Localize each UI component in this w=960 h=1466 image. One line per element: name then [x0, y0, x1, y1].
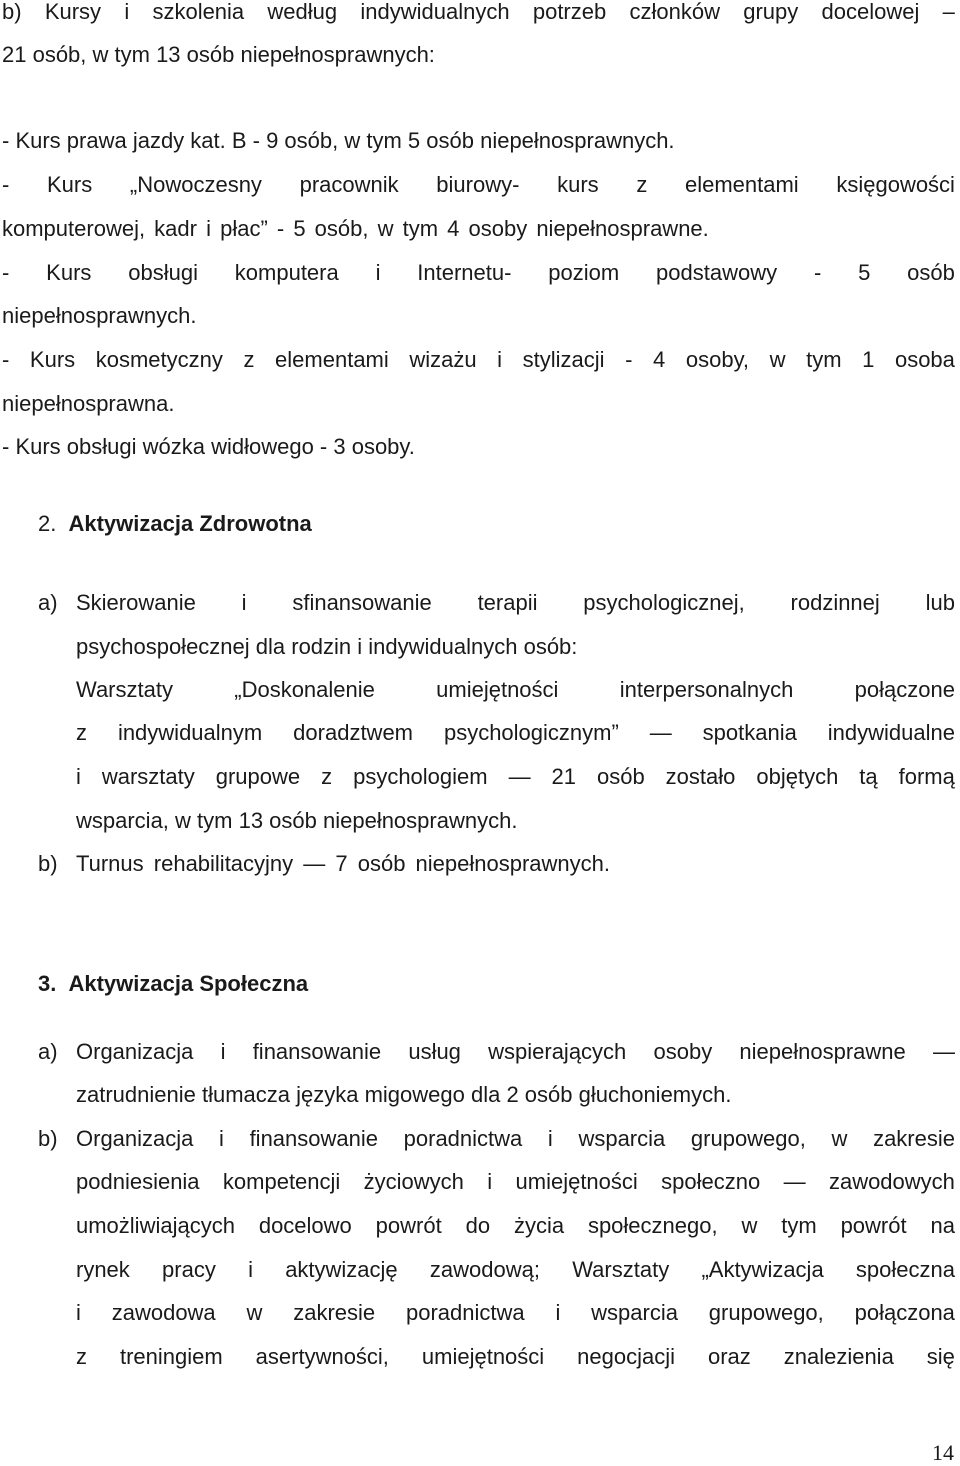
- word: poziom: [548, 260, 620, 285]
- word: zawodowa: [111, 1300, 216, 1325]
- word: asertywności,: [255, 1344, 389, 1369]
- word: i: [497, 347, 503, 372]
- word: Kurs: [46, 260, 92, 285]
- word: się: [926, 1344, 955, 1369]
- word: umiejętności: [436, 677, 559, 702]
- word: niepełnosprawne: [739, 1039, 906, 1064]
- word: grupy: [743, 0, 799, 24]
- word: umiejętności: [515, 1169, 638, 1194]
- word: treningiem: [119, 1344, 223, 1369]
- word: i: [124, 0, 130, 24]
- s1b-line-8: [2, 345, 955, 375]
- word: znalezienia: [783, 1344, 894, 1369]
- word: -: [625, 347, 633, 372]
- word: i: [487, 1169, 493, 1194]
- word: oraz: [707, 1344, 751, 1369]
- word: 1: [862, 347, 875, 372]
- section3-title: Aktywizacja Społeczna: [68, 971, 309, 996]
- word: usług: [408, 1039, 461, 1064]
- word: psychologicznej,: [583, 590, 745, 615]
- word: osoby,: [685, 347, 750, 372]
- s1b-line-6: [2, 258, 955, 288]
- word: aktywizację: [285, 1257, 398, 1282]
- s2a-line-3: [76, 675, 955, 705]
- s2a-line-2: psychospołecznej dla rodzin i indywidualnych osób:: [76, 634, 578, 659]
- word: i: [219, 1126, 224, 1151]
- word: w: [741, 1213, 758, 1238]
- s1b-line-2: 21 osób, w tym 13 osób niepełnosprawnych:: [2, 42, 435, 67]
- word: elementami: [275, 347, 389, 372]
- word: stylizacji: [522, 347, 605, 372]
- word: psychologicznym”: [443, 720, 619, 745]
- s3b-line-2: [76, 1167, 955, 1197]
- word: do: [465, 1213, 491, 1238]
- word: formą: [898, 764, 955, 789]
- word: umiejętności: [421, 1344, 545, 1369]
- word: —: [932, 1039, 955, 1064]
- word: Warsztaty: [572, 1257, 670, 1282]
- word: społeczna: [855, 1257, 955, 1282]
- word: kosmetyczny: [95, 347, 223, 372]
- word: z: [76, 1344, 87, 1369]
- word: „Doskonalenie: [234, 677, 375, 702]
- word: biurowy-: [436, 172, 520, 197]
- word: i: [76, 764, 81, 789]
- word: w: [769, 347, 786, 372]
- s2a-line-5: [76, 762, 955, 792]
- s2b-line-1: Turnus rehabilitacyjny — 7 osób niepełnosprawnych.: [76, 851, 611, 876]
- word: połączona: [854, 1300, 955, 1325]
- word: zakresie: [873, 1126, 955, 1151]
- word: wsparcia: [591, 1300, 678, 1325]
- word: interpersonalnych: [619, 677, 794, 702]
- word: Internetu-: [417, 260, 512, 285]
- word: finansowanie: [252, 1039, 382, 1064]
- word: wsparcia: [578, 1126, 666, 1151]
- section2-number: 2.: [38, 511, 57, 536]
- s2a-line-1: [76, 588, 955, 618]
- word: z: [636, 172, 648, 197]
- word: zawodowych: [828, 1169, 955, 1194]
- word: 5: [858, 260, 871, 285]
- word: warsztaty: [101, 764, 195, 789]
- word: —: [783, 1169, 806, 1194]
- word: pracownik: [299, 172, 399, 197]
- word: grupowe: [215, 764, 301, 789]
- s1b-line-7: niepełnosprawnych.: [2, 303, 197, 328]
- word: wspierających: [488, 1039, 627, 1064]
- word: tym: [806, 347, 842, 372]
- word: sfinansowanie: [292, 590, 432, 615]
- word: zawodową;: [429, 1257, 540, 1282]
- section3-heading: [38, 969, 308, 999]
- word: 4: [653, 347, 666, 372]
- s2a-line-4: [76, 718, 955, 748]
- section2-a-label: a): [38, 590, 58, 615]
- word: z: [243, 347, 255, 372]
- word: terapii: [477, 590, 538, 615]
- s3a-line-1: [76, 1037, 955, 1067]
- word: indywidualnym: [117, 720, 263, 745]
- s3b-line-3: [76, 1211, 955, 1241]
- word: zostało: [665, 764, 736, 789]
- s3b-line-4: [76, 1255, 955, 1285]
- word: członków: [629, 0, 720, 24]
- word: księgowości: [836, 172, 955, 197]
- word: pracy: [162, 1257, 216, 1282]
- word: —: [649, 720, 672, 745]
- word: –: [942, 0, 955, 24]
- s1b-line-9: niepełnosprawna.: [2, 391, 175, 416]
- word: tym: [781, 1213, 817, 1238]
- word: Organizacja: [76, 1126, 194, 1151]
- word: życiowych: [363, 1169, 464, 1194]
- word: Warsztaty: [76, 677, 173, 702]
- word: podniesienia: [76, 1169, 200, 1194]
- word: i: [76, 1300, 81, 1325]
- word: z: [321, 764, 333, 789]
- word: rodzinnej: [790, 590, 880, 615]
- word: według: [267, 0, 338, 24]
- word: osób: [596, 764, 645, 789]
- word: życia: [513, 1213, 565, 1238]
- word: powrót: [375, 1213, 442, 1238]
- word: -: [2, 260, 10, 285]
- word: -: [813, 260, 822, 285]
- word: połączone: [854, 677, 955, 702]
- s1b-line-4: [2, 170, 955, 200]
- word: grupowego,: [708, 1300, 824, 1325]
- section2-heading: [38, 509, 312, 539]
- word: i: [241, 590, 247, 615]
- s1b-line-5: komputerowej, kadr i płac” - 5 osób, w tym 4 osoby niepełnosprawne.: [2, 216, 709, 241]
- word: społeczno: [661, 1169, 761, 1194]
- word: Kursy: [44, 0, 102, 24]
- word: „Aktywizacja: [701, 1257, 824, 1282]
- page-number: 14: [932, 1440, 954, 1465]
- word: grupowego,: [690, 1126, 806, 1151]
- word: psychologiem: [353, 764, 488, 789]
- word: Skierowanie: [76, 590, 196, 615]
- s3b-line-5: [76, 1298, 955, 1328]
- word: objętych: [756, 764, 839, 789]
- word: indywidualnych: [360, 0, 510, 24]
- word: na: [930, 1213, 955, 1238]
- s1b-line-3: - Kurs prawa jazdy kat. B - 9 osób, w tym 5 osób niepełnosprawnych.: [2, 128, 675, 153]
- word: wizażu: [409, 347, 477, 372]
- word: i: [248, 1257, 253, 1282]
- s1b-line-10: - Kurs obsługi wózka widłowego - 3 osoby.: [2, 434, 415, 459]
- word: z: [76, 720, 87, 745]
- word: zakresie: [293, 1300, 376, 1325]
- word: docelowo: [258, 1213, 352, 1238]
- word: osoba: [894, 347, 955, 372]
- word: społecznego,: [587, 1213, 718, 1238]
- word: komputera: [234, 260, 339, 285]
- word: elementami: [684, 172, 799, 197]
- section2-b-label: b): [38, 851, 58, 876]
- word: -: [2, 347, 10, 372]
- section2-title: Aktywizacja Zdrowotna: [68, 511, 312, 536]
- word: 21: [551, 764, 577, 789]
- word: „Nowoczesny: [129, 172, 262, 197]
- word: Kurs: [29, 347, 76, 372]
- word: spotkania: [702, 720, 797, 745]
- s3b-line-6: [76, 1342, 955, 1372]
- word: umożliwiających: [76, 1213, 235, 1238]
- word: osób: [907, 260, 955, 285]
- word: osoby: [653, 1039, 713, 1064]
- section3-b-label: b): [38, 1126, 58, 1151]
- word: Organizacja: [76, 1039, 194, 1064]
- word: b): [2, 0, 22, 24]
- word: kurs: [557, 172, 599, 197]
- word: lub: [925, 590, 955, 615]
- s2a-line-6: wsparcia, w tym 13 osób niepełnosprawnych.: [76, 808, 518, 833]
- word: docelowej: [821, 0, 920, 24]
- word: kompetencji: [222, 1169, 341, 1194]
- word: w: [831, 1126, 848, 1151]
- word: i: [375, 260, 381, 285]
- word: poradnictwa: [403, 1126, 523, 1151]
- word: rynek: [76, 1257, 130, 1282]
- section3-number: 3.: [38, 971, 57, 996]
- word: potrzeb: [532, 0, 607, 24]
- word: —: [508, 764, 531, 789]
- word: i: [547, 1126, 553, 1151]
- word: tą: [859, 764, 878, 789]
- word: poradnictwa: [405, 1300, 525, 1325]
- word: doradztwem: [293, 720, 414, 745]
- word: indywidualne: [827, 720, 955, 745]
- word: i: [220, 1039, 226, 1064]
- word: w: [246, 1300, 263, 1325]
- word: podstawowy: [656, 260, 778, 285]
- word: powrót: [840, 1213, 907, 1238]
- s1b-line-1: [2, 0, 955, 27]
- word: -: [2, 172, 10, 197]
- s3b-line-1: [76, 1124, 955, 1154]
- word: finansowanie: [249, 1126, 378, 1151]
- word: szkolenia: [152, 0, 245, 24]
- word: i: [555, 1300, 561, 1325]
- s3a-line-2: zatrudnienie tłumacza języka migowego dla 2 osób głuchoniemych.: [76, 1082, 732, 1107]
- word: Kurs: [46, 172, 93, 197]
- section3-a-label: a): [38, 1039, 58, 1064]
- word: negocjacji: [577, 1344, 675, 1369]
- word: obsługi: [128, 260, 198, 285]
